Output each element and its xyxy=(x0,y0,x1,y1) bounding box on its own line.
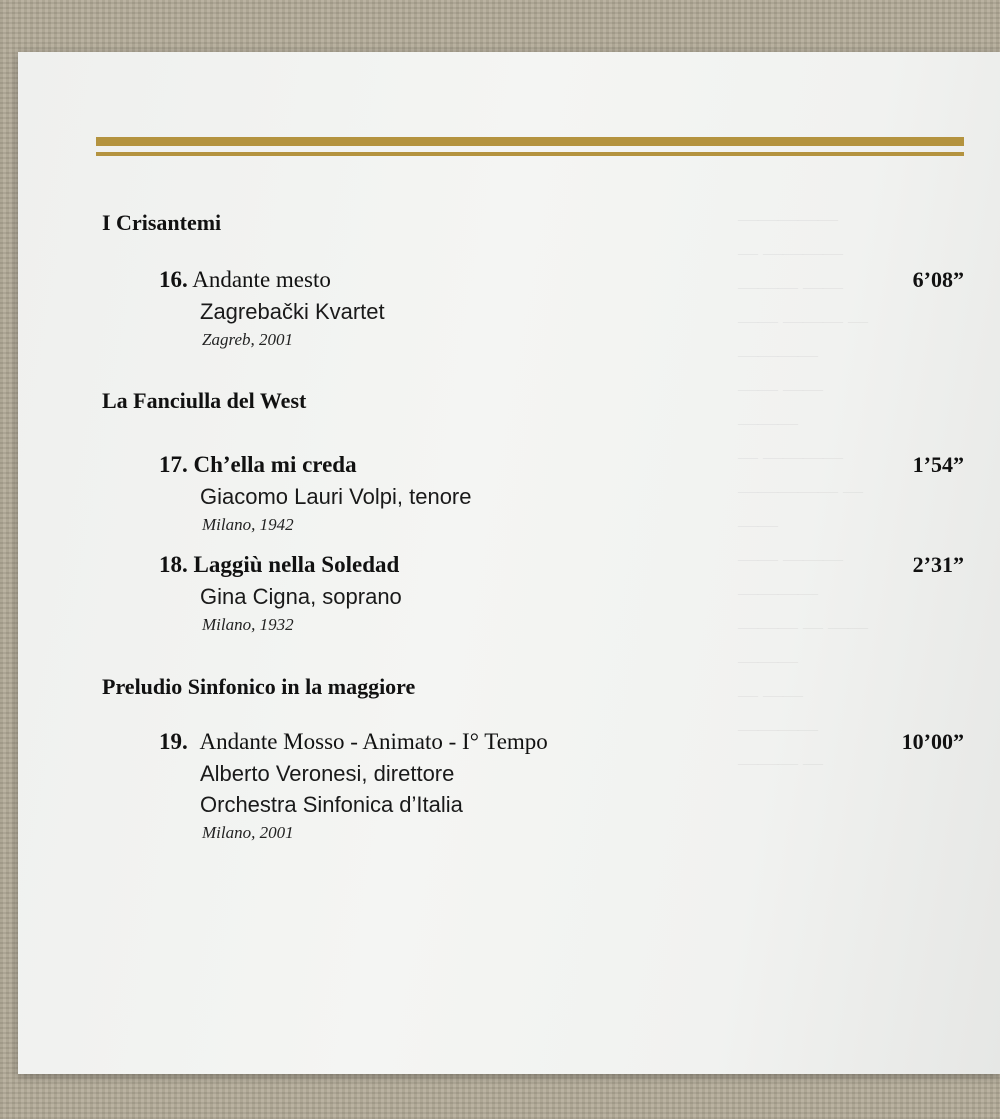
track-duration: 2’31” xyxy=(912,552,964,577)
track-performer: Orchestra Sinfonica d’Italia xyxy=(200,792,463,817)
booklet-page xyxy=(18,52,1000,1074)
track-performer: Giacomo Lauri Volpi, tenore xyxy=(200,484,472,509)
track-duration: 6’08” xyxy=(912,267,964,292)
track-recording-place: Milano, 1932 xyxy=(202,615,294,634)
gold-rule-thin xyxy=(96,152,964,156)
track-title: Andante mesto xyxy=(192,267,331,292)
track-recording-place: Milano, 1942 xyxy=(202,515,294,534)
section-heading-crisantemi: I Crisantemi xyxy=(102,210,222,235)
track-number: 17. xyxy=(159,452,188,477)
track-number: 16. xyxy=(159,267,188,292)
track-performer: Gina Cigna, soprano xyxy=(200,584,402,609)
track-title: Laggiù nella Soledad xyxy=(193,552,400,577)
track-16 xyxy=(159,264,964,353)
show-through-text: ————— — ———— ——— —— —— ——— — ———— —— —— ——— — ———— ————— — —— —— ——— ———— ——— — —— ——— — —— ———— ——— — xyxy=(738,208,868,774)
track-17 xyxy=(159,449,964,538)
track-18 xyxy=(159,549,964,638)
section-heading-fanciulla: La Fanciulla del West xyxy=(102,388,307,413)
gold-rule-thick xyxy=(96,137,964,146)
section-heading-preludio: Preludio Sinfonico in la maggiore xyxy=(102,674,416,699)
track-title: Ch’ella mi creda xyxy=(193,452,357,477)
track-recording-place: Milano, 2001 xyxy=(202,823,294,842)
track-number: 18. xyxy=(159,552,188,577)
track-duration: 1’54” xyxy=(912,452,964,477)
track-title: Andante Mosso - Animato - I° Tempo xyxy=(199,729,548,754)
track-number: 19. xyxy=(159,729,188,754)
track-performer: Zagrebački Kvartet xyxy=(200,299,385,324)
track-duration: 10’00” xyxy=(901,729,964,754)
track-19 xyxy=(159,726,964,846)
track-performer: Alberto Veronesi, direttore xyxy=(200,761,455,786)
track-recording-place: Zagreb, 2001 xyxy=(202,330,293,349)
